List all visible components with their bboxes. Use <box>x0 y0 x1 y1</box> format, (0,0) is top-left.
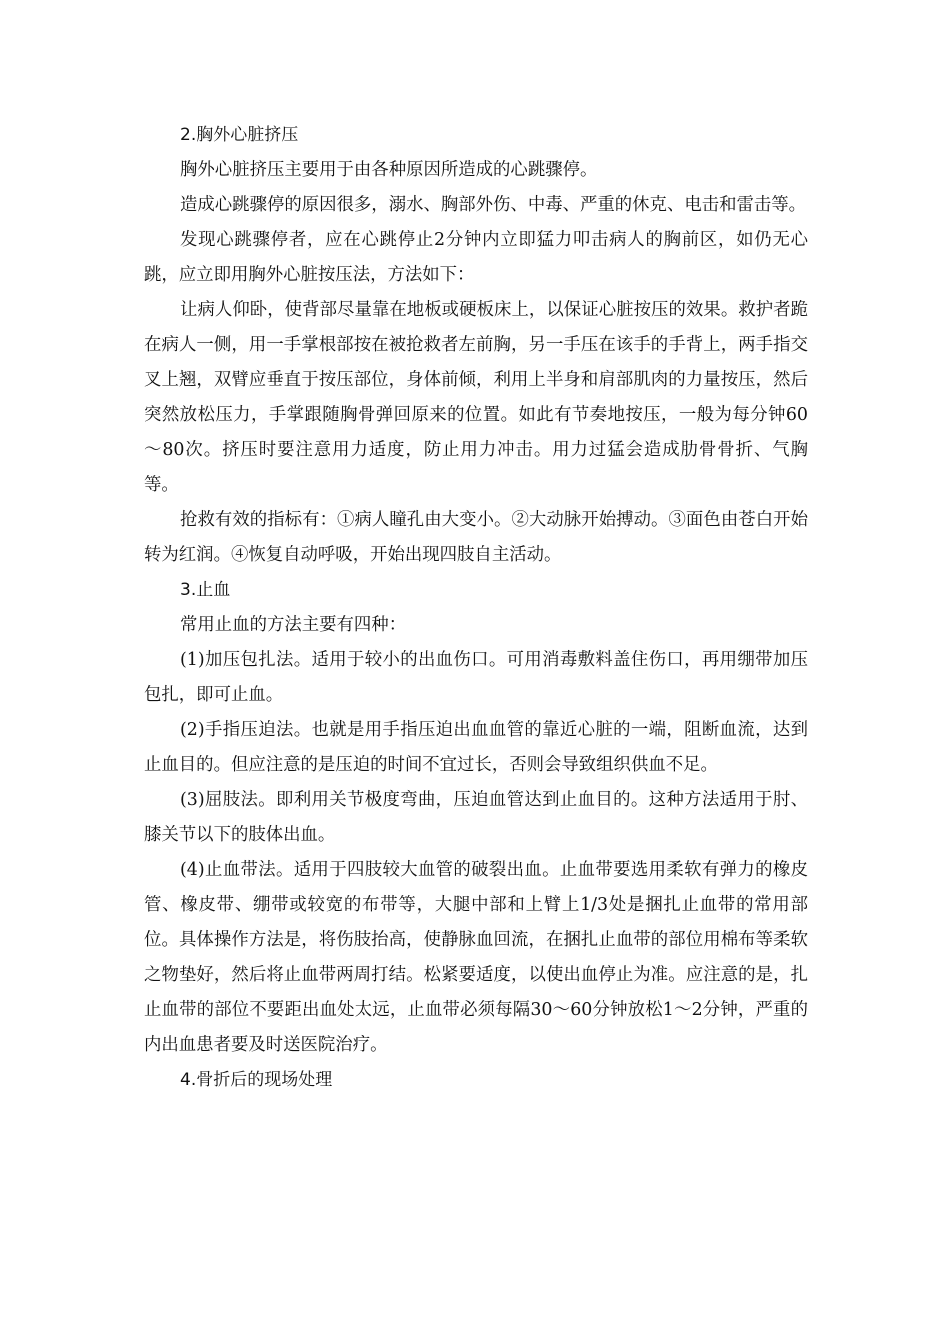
paragraph-pressure-bandage: (1)加压包扎法。适用于较小的出血伤口。可用消毒敷料盖住伤口，再用绷带加压包扎，即可止血。 <box>144 650 808 705</box>
paragraph-hemostasis-intro: 常用止血的方法主要有四种： <box>180 615 407 635</box>
paragraph-compression-method: 让病人仰卧，使背部尽量靠在地板或硬板床上，以保证心脏按压的效果。救护者跪在病人一侧，用一手掌根部按在被抢救者左前胸，另一手压在该手的手背上，两手指交叉上翘，双臂应垂直于按压部位，身体前倾，利用上半身和肩部肌肉的力量按压，然后突然放松压力，手掌跟随胸骨弹回原来的位置。如此有节奏地按压，一般为每分钟60～80次。挤压时要注意用力适度，防止用力冲击。用力过猛会造成肋骨骨折、气胸等。 <box>144 300 808 495</box>
paragraph-finger-pressure: (2)手指压迫法。也就是用手指压迫出血血管的靠近心脏的一端，阻断血流，达到止血目的。但应注意的是压迫的时间不宜过长，否则会导致组织供血不足。 <box>144 720 808 775</box>
paragraph-precordial-thump: 发现心跳骤停者，应在心跳停止2分钟内立即猛力叩击病人的胸前区，如仍无心跳，应立即用胸外心脏按压法，方法如下： <box>144 230 808 285</box>
paragraph-cpr-purpose: 胸外心脏挤压主要用于由各种原因所造成的心跳骤停。 <box>180 160 598 180</box>
paragraph-cardiac-arrest-causes: 造成心跳骤停的原因很多，溺水、胸部外伤、中毒、严重的休克、电击和雷击等。 <box>180 195 807 215</box>
section-heading-fracture: 4.骨折后的现场处理 <box>180 1070 333 1090</box>
paragraph-limb-flexion: (3)屈肢法。即利用关节极度弯曲，压迫血管达到止血目的。这种方法适用于肘、膝关节以下的肢体出血。 <box>144 790 808 845</box>
section-heading-cpr: 2.胸外心脏挤压 <box>180 125 299 145</box>
paragraph-effectiveness-indicators: 抢救有效的指标有：①病人瞳孔由大变小。②大动脉开始搏动。③面色由苍白开始转为红润。④恢复自动呼吸，开始出现四肢自主活动。 <box>144 510 808 565</box>
section-heading-hemostasis: 3.止血 <box>180 580 231 600</box>
document-page <box>144 118 808 1098</box>
paragraph-tourniquet: (4)止血带法。适用于四肢较大血管的破裂出血。止血带要选用柔软有弹力的橡皮管、橡皮带、绷带或较宽的布带等，大腿中部和上臂上1/3处是捆扎止血带的常用部位。具体操作方法是，将伤肢抬高，使静脉血回流，在捆扎止血带的部位用棉布等柔软之物垫好，然后将止血带两周打结。松紧要适度，以使出血停止为准。应注意的是，扎止血带的部位不要距出血处太远，止血带必须每隔30～60分钟放松1～2分钟，严重的内出血患者要及时送医院治疗。 <box>144 860 808 1055</box>
